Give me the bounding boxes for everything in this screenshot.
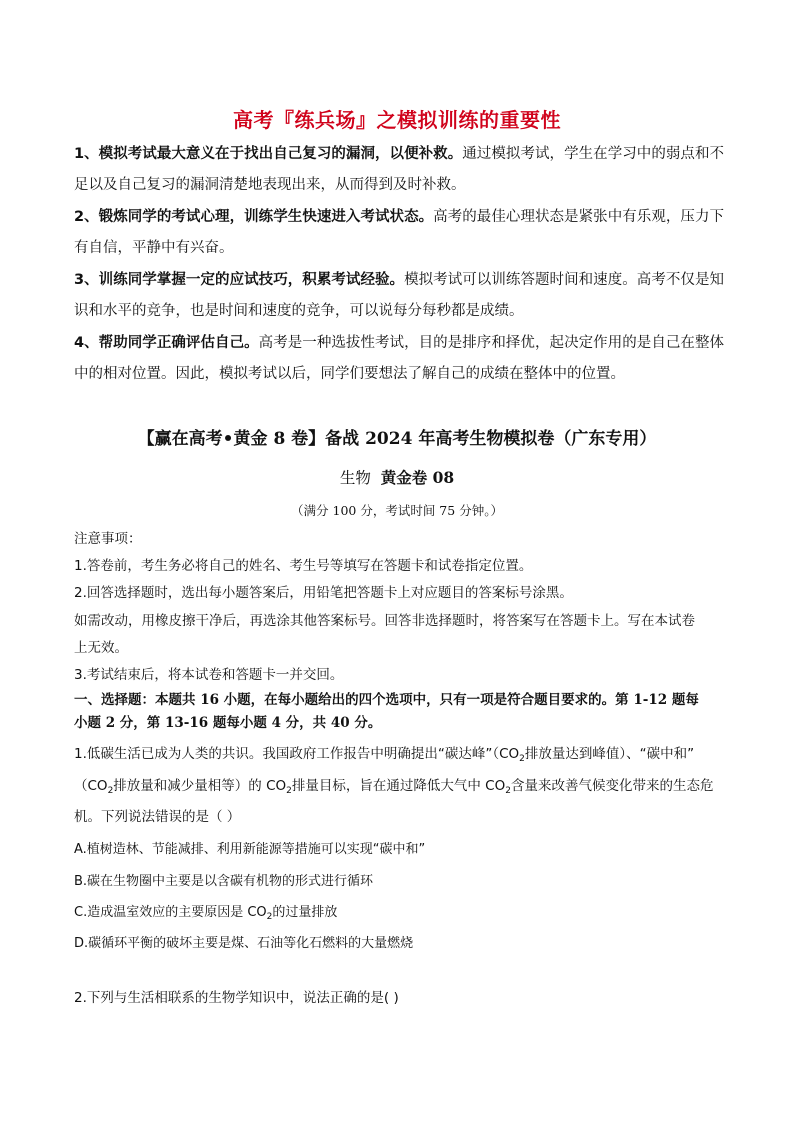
q1-option-c-a: C.造成温室效应的主要原因是 CO — [74, 905, 267, 920]
q1-stem-line-3: 机。下列说法错误的是（ ） — [74, 809, 241, 825]
q1-sub-1: 2 — [519, 754, 525, 764]
exam-paper: 黄金卷 08 — [380, 468, 455, 487]
intro-point-4-bold: 4、帮助同学正确评估自己。 — [74, 335, 259, 351]
q1-sub-4: 2 — [505, 786, 511, 796]
q1-sub-2: 2 — [107, 786, 114, 796]
q1-l2a: （CO — [74, 778, 108, 794]
q1-l2c: 排量目标，旨在通过降低大气中 CO — [291, 778, 506, 794]
intro-point-1-bold: 1、模拟考试最大意义在于找出自己复习的漏洞，以便补救。 — [74, 146, 463, 162]
q1-option-c — [74, 899, 724, 931]
intro-point-4 — [74, 328, 724, 390]
intro-point-2-text: 高考的最佳心理状态是紧张中有乐观，压力下有自信，平静中有兴奋。 — [74, 209, 724, 256]
notes-item-2: 2.回答选择题时，选出每小题答案后，用铅笔把答题卡上对应题目的答案标号涂黑。 — [74, 585, 573, 601]
notes-heading: 注意事项： — [74, 531, 142, 547]
intro-point-4-text: 高考是一种选拔性考试，目的是排序和择优，起决定作用的是自己在整体中的相对位置。因此，模拟考试以后，同学们要想法了解自己的成绩在整体中的位置。 — [74, 335, 724, 382]
intro-point-2-bold: 2、锻炼同学的考试心理，训练学生快速进入考试状态。 — [74, 209, 434, 225]
intro-point-2 — [74, 202, 724, 264]
intro-point-3 — [74, 265, 724, 327]
q2-stem: 2.下列与生活相联系的生物学知识中，说法正确的是( ) — [74, 990, 399, 1006]
q1-option-a: A.植树造林、节能减排、利用新能源等措施可以实现“碳中和” — [74, 842, 426, 857]
q1-option-d: D.碳循环平衡的破坏主要是煤、石油等化石燃料的大量燃烧 — [74, 936, 414, 951]
intro-point-1-text: 通过模拟考试，学生在学习中的弱点和不足以及自己复习的漏洞清楚地表现出来，从而得到及时补救。 — [74, 146, 725, 193]
section1-line-1: 一、选择题：本题共 16 小题，在每小题给出的四个选项中，只有一项是符合题目要求的。第 1-12 题每 — [74, 692, 699, 708]
q1-l2d: 含量来改善气候变化带来的生态危 — [510, 778, 714, 794]
q1-l1b: 排放量达到峰值）、“碳中和” — [524, 746, 695, 762]
intro-point-3-text: 模拟考试可以训练答题时间和速度。高考不仅是知识和水平的竞争，也是时间和速度的竞争，可以说每分每秒都是成绩。 — [74, 272, 725, 319]
notes-item-2-cont: 如需改动，用橡皮擦干净后，再选涂其他答案标号。回答非选择题时，将答案写在答题卡上。写在本试卷 — [74, 613, 695, 629]
exam-title: 【赢在高考•黄金 8 卷】备战 2024 年高考生物模拟卷（广东专用） — [137, 429, 657, 449]
q1-stem-line-2 — [74, 773, 724, 805]
q1-sub-3: 2 — [286, 786, 292, 796]
exam-subject-line — [0, 466, 794, 488]
q1-l1a: 1.低碳生活已成为人类的共识。我国政府工作报告中明确提出“碳达峰”（CO — [74, 746, 520, 762]
exam-time-note: （满分 100 分，考试时间 75 分钟。） — [291, 503, 503, 518]
section1-line-2: 小题 2 分，第 13-16 题每小题 4 分，共 40 分。 — [74, 715, 382, 731]
notes-item-1: 1.答卷前，考生务必将自己的姓名、考生号等填写在答题卡和试卷指定位置。 — [74, 558, 533, 574]
q1-l2b: 排放量和减少量相等）的 CO — [113, 778, 287, 794]
q1-option-b: B.碳在生物圈中主要是以含碳有机物的形式进行循环 — [74, 874, 374, 889]
notes-item-3: 3.考试结束后，将本试卷和答题卡一并交回。 — [74, 667, 344, 683]
q1-stem-line-1 — [74, 741, 724, 773]
q1-option-c-b: 的过量排放 — [272, 905, 338, 920]
notes-item-2-cont2: 上无效。 — [74, 640, 128, 656]
q1-option-c-sub: 2 — [266, 912, 273, 922]
exam-subject: 生物 — [339, 469, 371, 487]
intro-point-3-bold: 3、训练同学掌握一定的应试技巧，积累考试经验。 — [74, 272, 405, 288]
intro-title: 高考『练兵场』之模拟训练的重要性 — [233, 108, 561, 132]
intro-point-1 — [74, 139, 724, 201]
